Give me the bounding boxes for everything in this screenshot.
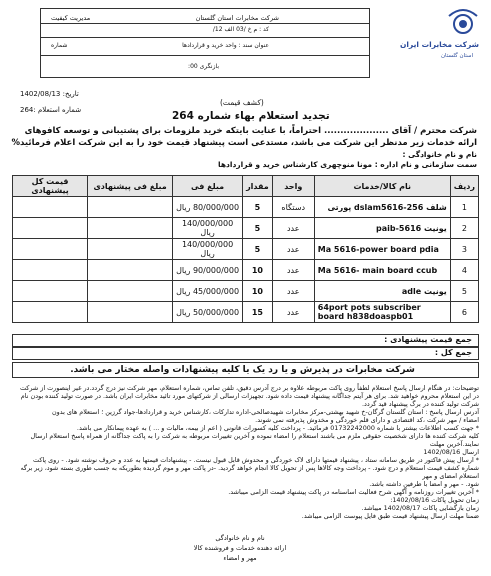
document-header-box	[40, 8, 370, 78]
items-table	[12, 175, 479, 323]
item-price: 80/000/000 ریال	[173, 197, 243, 218]
item-unit: عدد	[272, 218, 314, 239]
revision-label: بازنگری 00:	[188, 63, 219, 70]
row-no: 1	[450, 197, 478, 218]
intro-line-1: شرکت محترم / آقای .................... احتراماً، با عنایت بایتکه خرید ملزومات برای پشتیبانی و توسعه کافوهای	[24, 126, 477, 136]
note-line: * جهت کسب اطلاعات بیشتر با شماره 01732242000 فرمائید. - پرداخت کلیه کسورات قانونی ( اعم از بیمه، مالیات و ... ) به عهده پیمانکار می باشد.	[76, 424, 479, 432]
note-line: امضاء / مهر شرکت ،کد اقتصادی و دارای قلم خوردگی و مخدوش پذیرفته نمی شوند.	[255, 416, 479, 424]
signature-name-label: نام و نام خانوادگی	[215, 534, 265, 542]
note-line: زمان بازگشایی پاکات 1402/08/17 میباشد.	[361, 504, 479, 512]
note-line: شماره کشف قیمت استعلام و درج شود. - پرداخت وجه کالاها پس از تحویل کالا انجام خواهد گردید. -در پاکت مهر و موم گردیده بطوریکه به جسب طوری بسته شود، زیر برگه استعلام امضای و مهر	[20, 464, 479, 480]
doc-code: کد : م خ /03 الف 12/	[212, 26, 269, 33]
notes-block	[12, 384, 479, 520]
intro-line-2: ارائه خدمات زیر مدنظر این شرکت می باشد، مستدعی است پیشنهاد قیمت خود را به این شرکت اعلام فرمائید%	[11, 138, 477, 148]
table-row	[13, 197, 479, 218]
price-list-label: (کشف قیمت)	[220, 98, 264, 107]
item-name: شلف dslam5616-256 پورتی	[314, 197, 450, 218]
item-price: 45/000/000 ریال	[173, 281, 243, 302]
header-price: مبلغ فی	[173, 176, 243, 197]
note-line: زمان تحویل پاکات 1402/08/16:	[390, 496, 479, 504]
note-line: در این استعلام محروم خواهید شد. برای هر آیتم جداگانه پیشنهاد قیمت داده شود. تجهیزات ارسالی از شرکتهای مورد تائید مخابرات ایران باشد. در صورت تولید کننده بودن نام	[20, 392, 479, 400]
row-no: 3	[450, 239, 478, 260]
quality-mgmt-label: مدیریت کیفیت	[51, 14, 91, 22]
note-line: کلیه شرکت کننده ها دارای شخصیت حقوقی ملزم می باشند استعلام را امضاء نموده و آخرین تغییرات مربوطه به شرکت را به پاکت جداگانه از همراه پاسخ استعلام ارسال نمایند.آخرین مهلت	[30, 432, 479, 448]
offer-total-cell[interactable]	[13, 302, 88, 323]
number-label: شماره	[51, 42, 68, 49]
header-offer-total: قیمت کل پیشنهادی	[13, 176, 88, 197]
row-no: 2	[450, 218, 478, 239]
table-row	[13, 302, 479, 323]
item-qty: 5	[243, 218, 273, 239]
item-unit: عدد	[272, 281, 314, 302]
item-name: Ma 5616-power board pdia	[314, 239, 450, 260]
total-offer-row: جمع قیمت پیشنهادی :	[12, 334, 479, 347]
offer-price-cell[interactable]	[88, 197, 173, 218]
note-line: شرکت تولید کننده در برگ پیشنهاد قید گردد.	[362, 400, 479, 408]
item-price: 140/000/000 ریال	[173, 239, 243, 260]
company-logo	[399, 6, 479, 66]
note-line: ارسال 1402/08/16	[423, 448, 479, 456]
offer-price-cell[interactable]	[88, 218, 173, 239]
intro-line-3: نام و نام خانوادگی :	[402, 150, 477, 159]
item-unit: دستگاه	[272, 197, 314, 218]
table-row	[13, 239, 479, 260]
row-no: 5	[450, 281, 478, 302]
offer-total-cell[interactable]	[13, 260, 88, 281]
table-row	[13, 281, 479, 302]
company-title: شرکت مخابرات استان گلستان	[195, 14, 279, 22]
main-title: تجدید استعلام بهاء شماره 264	[172, 110, 330, 122]
offer-price-cell[interactable]	[88, 302, 173, 323]
offer-price-cell[interactable]	[88, 260, 173, 281]
signature-stamp-label: مهر و امضاء	[223, 554, 257, 562]
offer-price-cell[interactable]	[88, 281, 173, 302]
intro-line-4: سمت سازمانی و نام اداره : مونا منوچهری کارشناس خرید و قراردادها	[218, 160, 477, 169]
offer-total-cell[interactable]	[13, 239, 88, 260]
signature-role-label: ارائه دهنده خدمات و فروشنده کالا	[193, 544, 287, 552]
note-line: ضمنا مهلت ارسال پیشنهاد قیمت طبق فایل پیوست الزامی میباشد.	[301, 512, 479, 520]
note-line: * آخرین تغییرات روزنامه و آگهی شرح فعالیت اساسنامه در پاکت پیشنهاد قیمت الزامی میباشد.	[228, 488, 479, 496]
item-name: Ma 5616- main board ccub	[314, 260, 450, 281]
table-header-row	[13, 176, 479, 197]
item-name: یونیت adle	[314, 281, 450, 302]
item-price: 140/000/000 ریال	[173, 218, 243, 239]
item-price: 90/000/000 ریال	[173, 260, 243, 281]
offer-total-cell[interactable]	[13, 281, 88, 302]
offer-price-cell[interactable]	[88, 239, 173, 260]
header-item-name: نام کالا/خدمات	[314, 176, 450, 197]
item-price: 50/000/000 ریال	[173, 302, 243, 323]
header-qty: مقدار	[243, 176, 273, 197]
offer-total-cell[interactable]	[13, 197, 88, 218]
date-label: تاریخ: 1402/08/13	[20, 90, 79, 98]
item-name: 64port pots subscriber board h838doaspb01	[314, 302, 450, 323]
item-qty: 15	[243, 302, 273, 323]
note-line: * ارسال پیش فاکتور در طریق سامانه ستاد ، پیشنهاد قیمتها دارای لاک خوردگی و محدوش قابل قبول نیست. - پیشنهادات قیمتها به عدد و حروف نوشته شود. - روی پاکت	[33, 456, 479, 464]
rights-notice: شرکت مخابرات در پذیرش و یا رد یک یا کلیه پیشنهادات واصله مختار می باشد.	[12, 362, 479, 378]
item-qty: 5	[243, 239, 273, 260]
logo-name: شرکت مخابرات ایران	[399, 40, 479, 49]
grand-total-row: جمع کل :	[12, 347, 479, 360]
logo-sub: استان گلستان	[441, 53, 473, 59]
item-qty: 10	[243, 260, 273, 281]
row-no: 4	[450, 260, 478, 281]
note-line: آدرس ارسال پاسخ : استان گلستان گرگان-خ شهید بهشتی-مرکز مخابرات شهیدصالحی-اداره تدارکات ،کارشناس خرید و قراردادها-جواد گرزین ؛ استعلام های بدون	[51, 408, 479, 416]
row-no: 6	[450, 302, 478, 323]
note-line: توضیحات: در هنگام ارسال پاسخ استعلام لطفاً روی پاکت مربوطه علاوه بر درج آدرس دقیق، تلفن تماس، شماره استعلام، مهر شرکت نیز درج گردد.در غیر اینصورت از شرکت	[20, 384, 479, 392]
table-row	[13, 260, 479, 281]
header-offer-price: مبلغ فی پیشنهادی	[88, 176, 173, 197]
header-unit: واحد	[272, 176, 314, 197]
header-row-no: ردیف	[450, 176, 478, 197]
item-qty: 5	[243, 197, 273, 218]
item-unit: عدد	[272, 260, 314, 281]
doc-title: عنوان سند : واحد خرید و قراردادها	[182, 42, 269, 49]
item-qty: 10	[243, 281, 273, 302]
item-unit: عدد	[272, 239, 314, 260]
offer-total-cell[interactable]	[13, 218, 88, 239]
item-unit: عدد	[272, 302, 314, 323]
table-row	[13, 218, 479, 239]
note-line: شود. - مهر و امضا با طرفین داشته باشد.	[369, 480, 479, 488]
inquiry-number: شماره استعلام :264	[20, 106, 82, 114]
item-name: یونیت paib-5616	[314, 218, 450, 239]
